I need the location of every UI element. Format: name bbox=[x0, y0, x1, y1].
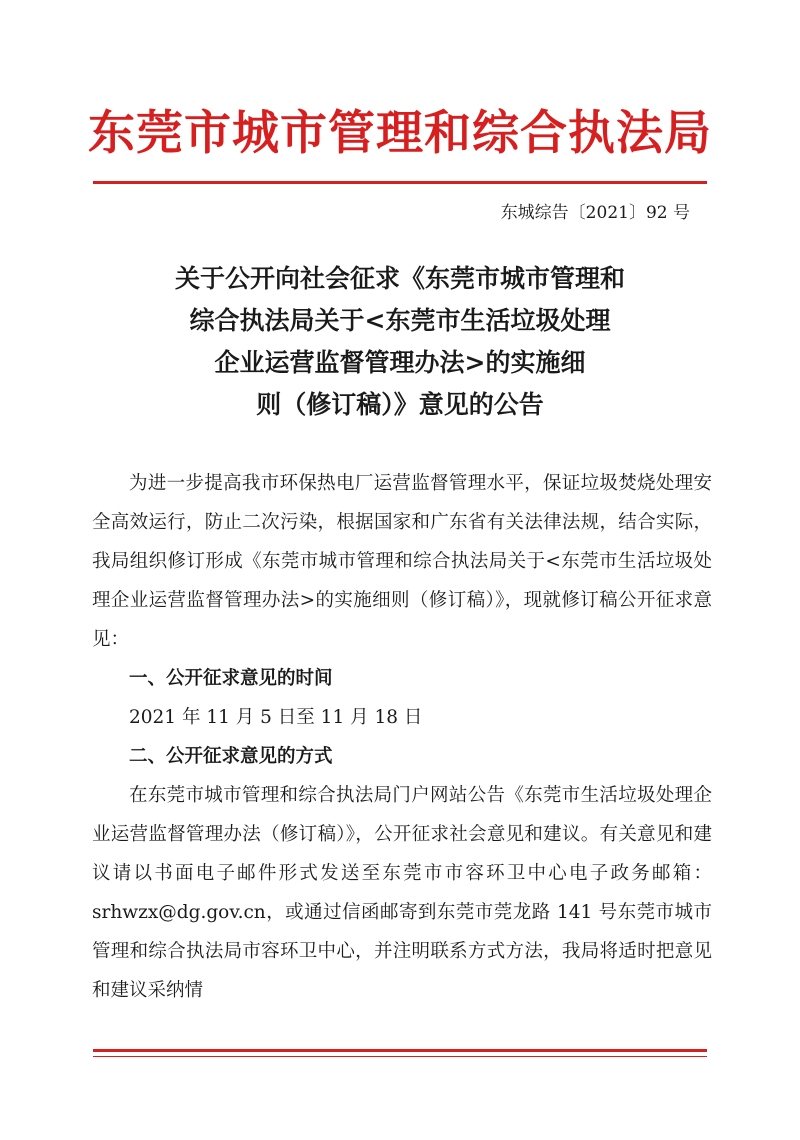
section-heading-time: 一、公开征求意见的时间 bbox=[129, 668, 333, 689]
title-line: 关于公开向社会征求《东莞市城市管理和 bbox=[174, 264, 625, 293]
intro-paragraph: 为进一步提高我市环保热电厂运营监督管理水平，保证垃圾焚烧处理安全高效运行，防止二次污染，根据国家和广东省有关法律法规，结合实际，我局组织修订形成《东莞市城市管理和综合执法局关于<东莞市生活垃圾处理企业运营监督管理办法>的实施细则（修订稿）》，现就修订稿公开征求意见： bbox=[92, 473, 712, 650]
consultation-method-paragraph: 在东莞市城市管理和综合执法局门户网站公告《东莞市生活垃圾处理企业运营监督管理办法（修订稿）》，公开征求社会意见和建议。有关意见和建议请以书面电子邮件形式发送至东莞市市容环卫中心电子政务邮箱：srhwzx@dg.gov.cn，或通过信函邮寄到东莞市莞龙路 141 号东莞市城市管理和综合执法局市容环卫中心，并注明联系方式方法，我局将适时把意见和建议采纳情 bbox=[92, 785, 712, 1001]
notice-title bbox=[100, 258, 700, 426]
notice-body bbox=[92, 464, 712, 1010]
section-heading-method: 二、公开征求意见的方式 bbox=[129, 746, 333, 767]
footer-red-rule-thin bbox=[93, 1056, 707, 1057]
agency-masthead: 东莞市城市管理和综合执法局 bbox=[88, 106, 712, 161]
footer-red-rule bbox=[93, 1049, 707, 1052]
document-number: 东城综告〔2021〕92 号 bbox=[500, 203, 690, 223]
title-line: 则（修订稿）》意见的公告 bbox=[256, 390, 544, 419]
title-line: 综合执法局关于<东莞市生活垃圾处理 bbox=[189, 306, 611, 335]
title-line: 企业运营监督管理办法>的实施细 bbox=[214, 348, 586, 377]
header-red-rule bbox=[93, 181, 707, 184]
consultation-period: 2021 年 11 月 5 日至 11 月 18 日 bbox=[129, 707, 423, 728]
